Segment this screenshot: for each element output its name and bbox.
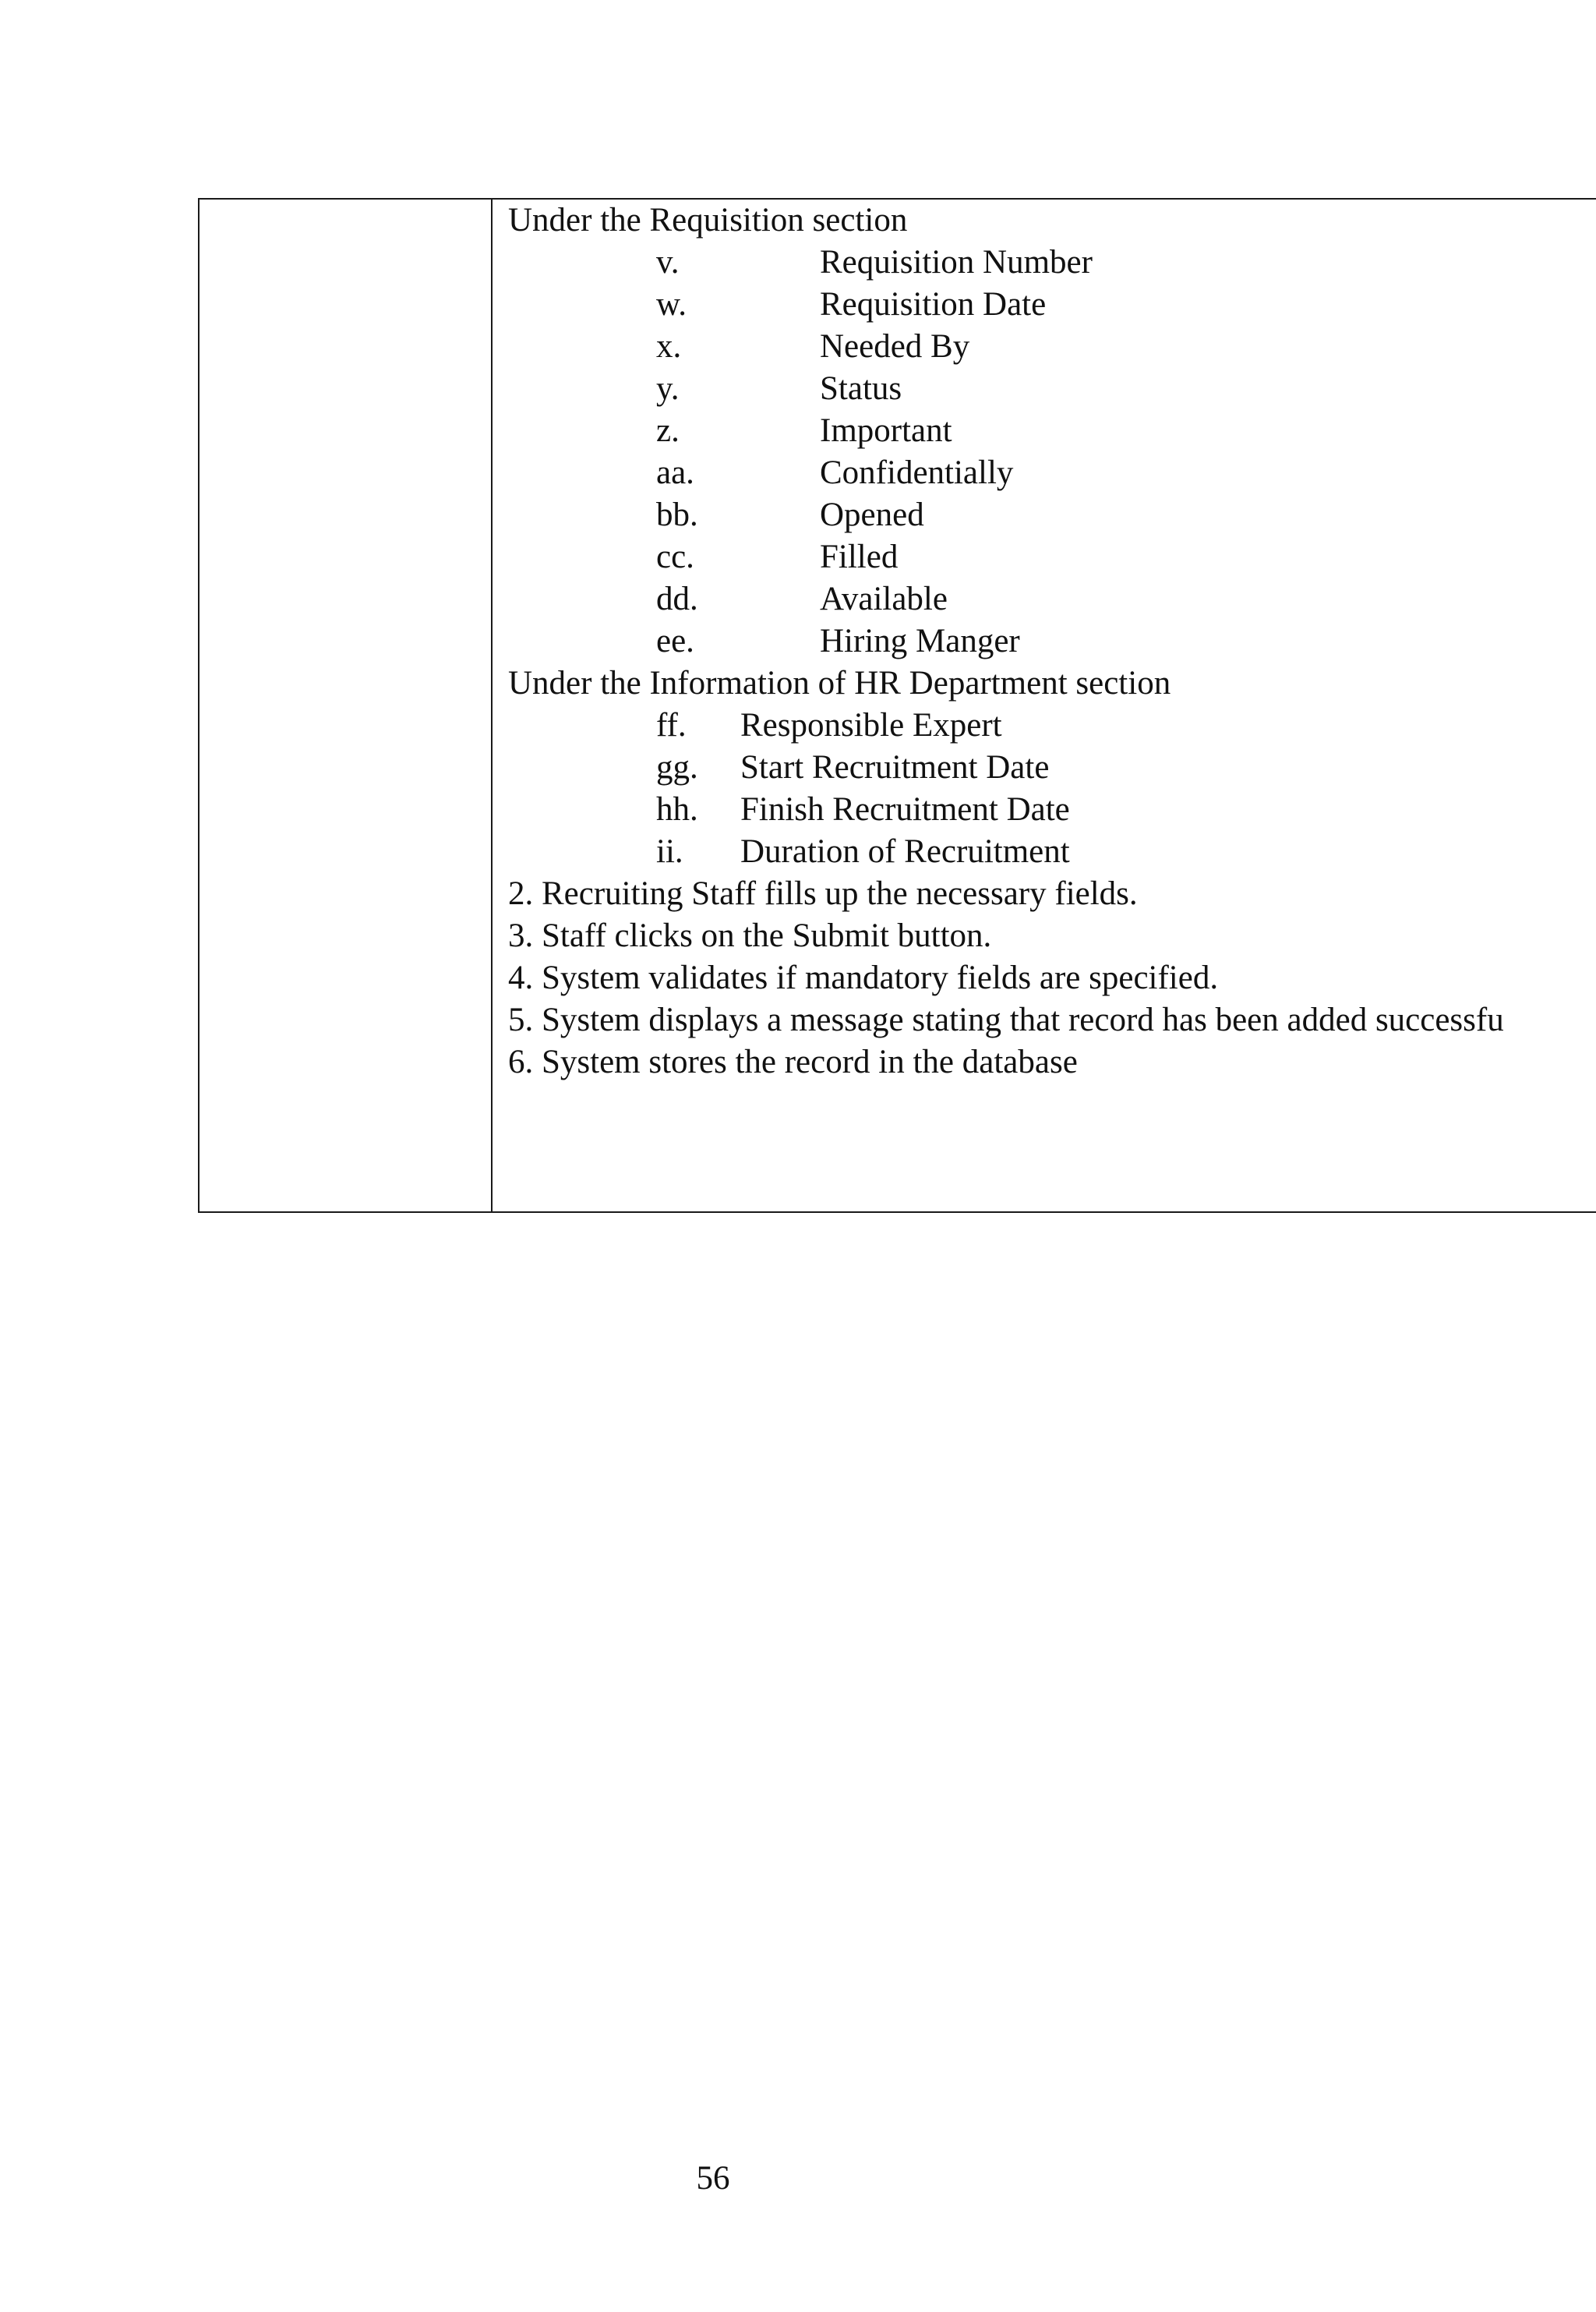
list-item: Needed By — [820, 328, 970, 365]
use-case-table — [198, 198, 1596, 1213]
list-item: Available — [820, 581, 948, 617]
list-item-marker: hh. — [656, 791, 698, 828]
list-item-marker: w. — [656, 286, 687, 323]
list-item-marker: dd. — [656, 581, 698, 617]
list-item-marker: ee. — [656, 623, 694, 659]
hr-section-heading: Under the Information of HR Department section — [508, 665, 1171, 702]
step-6: 6. System stores the record in the database — [508, 1044, 1078, 1080]
column-divider — [491, 200, 493, 1211]
list-item: Filled — [820, 539, 899, 575]
list-item: Requisition Number — [820, 244, 1093, 281]
list-item-marker: v. — [656, 244, 680, 281]
list-item: Requisition Date — [820, 286, 1047, 323]
list-item: Status — [820, 370, 902, 407]
page-number: 56 — [696, 2160, 730, 2197]
list-item-marker: cc. — [656, 539, 694, 575]
list-item: Responsible Expert — [740, 707, 1002, 744]
list-item-marker: gg. — [656, 749, 698, 786]
list-item: Start Recruitment Date — [740, 749, 1050, 786]
list-item: Opened — [820, 497, 924, 533]
list-item-marker: x. — [656, 328, 682, 365]
list-item: Hiring Manger — [820, 623, 1020, 659]
table-left-cell — [200, 200, 491, 1211]
list-item-marker: z. — [656, 412, 680, 449]
list-item: Finish Recruitment Date — [740, 791, 1070, 828]
requisition-section-heading: Under the Requisition section — [508, 202, 908, 239]
step-2: 2. Recruiting Staff fills up the necessary fields. — [508, 875, 1138, 912]
list-item: Duration of Recruitment — [740, 833, 1070, 870]
list-item-marker: aa. — [656, 454, 694, 491]
list-item-marker: bb. — [656, 497, 698, 533]
list-item: Confidentially — [820, 454, 1014, 491]
step-5: 5. System displays a message stating that record has been added successfu — [508, 1002, 1504, 1038]
list-item-marker: ii. — [656, 833, 683, 870]
list-item: Important — [820, 412, 952, 449]
list-item-marker: ff. — [656, 707, 687, 744]
step-4: 4. System validates if mandatory fields are specified. — [508, 960, 1219, 996]
step-3: 3. Staff clicks on the Submit button. — [508, 917, 992, 954]
list-item-marker: y. — [656, 370, 680, 407]
table-right-cell — [508, 200, 1596, 1211]
